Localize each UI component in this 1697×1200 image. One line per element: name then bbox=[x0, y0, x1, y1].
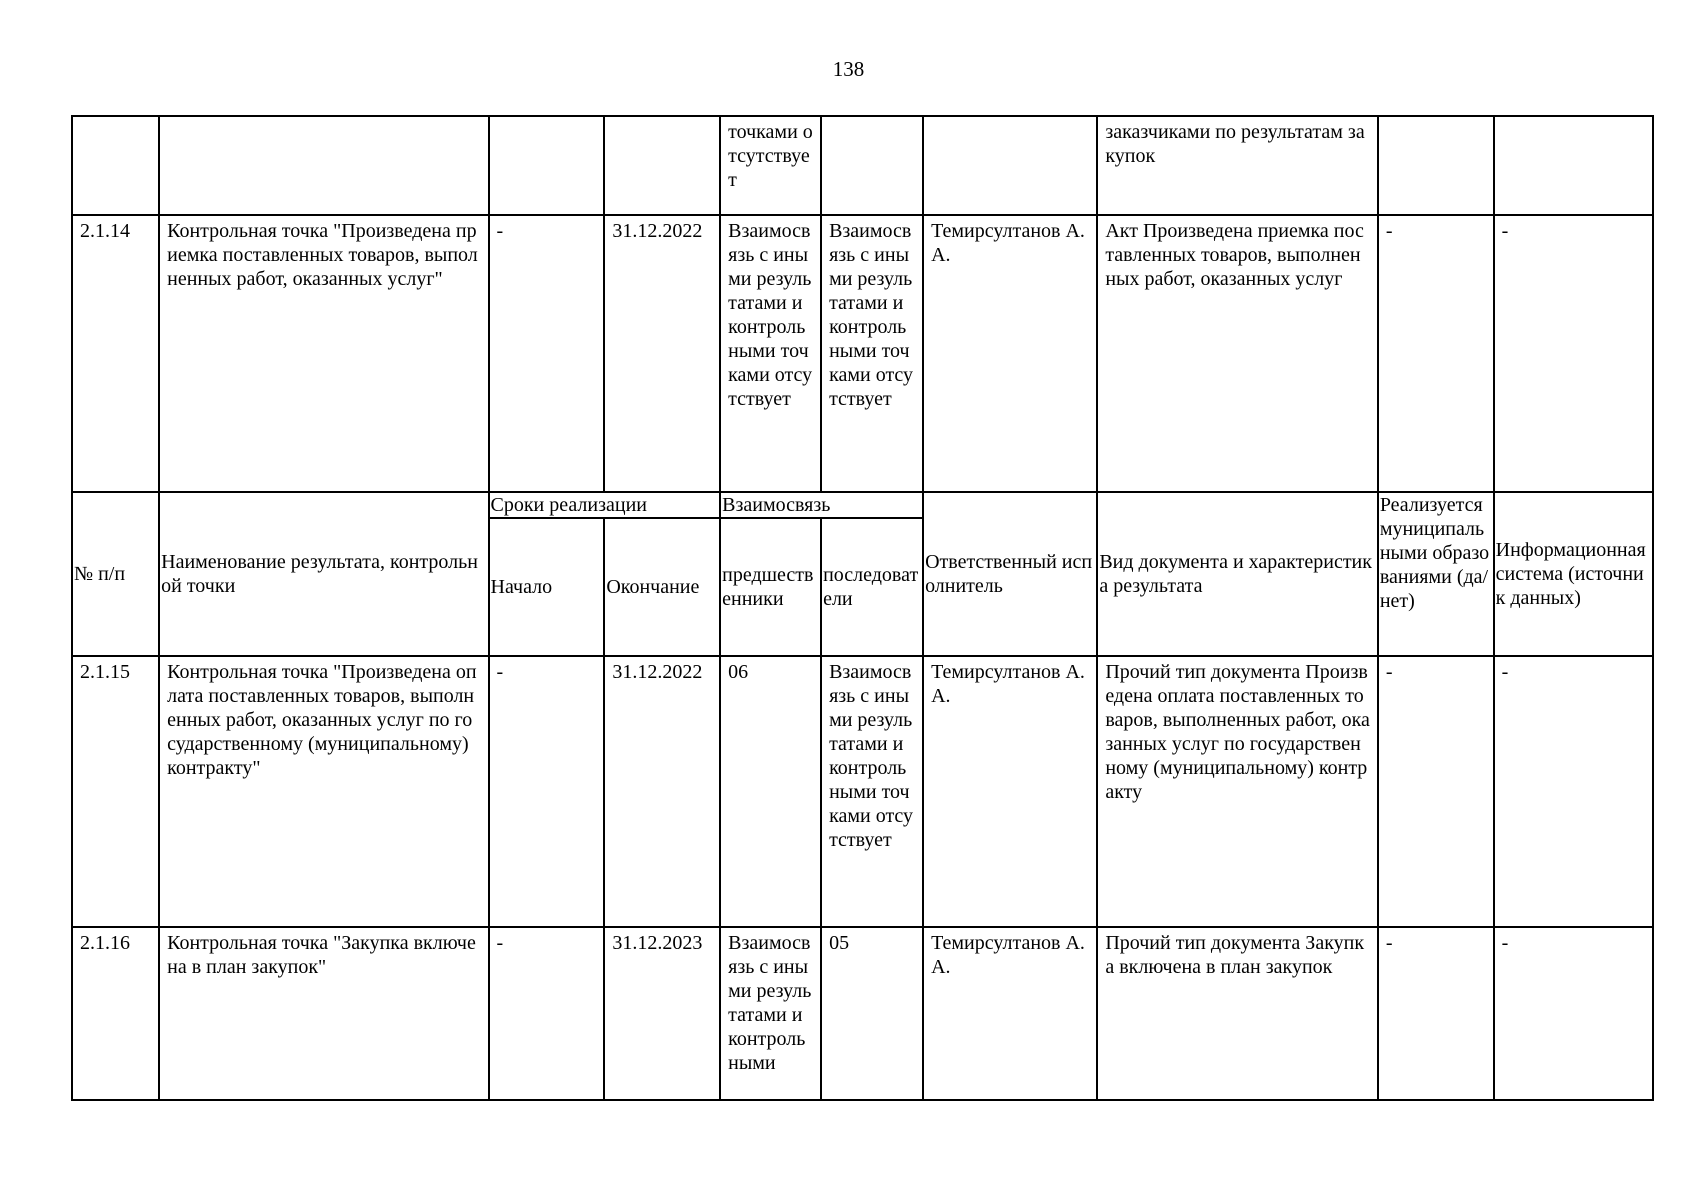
header-muni: Реализуется муниципальными образованиями (да/нет) bbox=[1378, 492, 1494, 656]
cell-start: - bbox=[489, 927, 605, 1100]
table-header bbox=[72, 492, 1653, 656]
cell-start: - bbox=[489, 656, 605, 927]
cell-num: 2.1.15 bbox=[72, 656, 159, 927]
cell-succ: 05 bbox=[821, 927, 923, 1100]
cell-name: Контрольная точка "Произведена оплата поставленных товаров, выполненных работ, оказанных услуг по государственному (муниципальному) контракту" bbox=[159, 656, 488, 927]
table-row bbox=[72, 656, 1653, 927]
cell-succ bbox=[821, 116, 923, 215]
header-link: Взаимосвязь bbox=[720, 492, 923, 518]
cell-end: 31.12.2022 bbox=[604, 656, 720, 927]
cell-muni: - bbox=[1378, 656, 1494, 927]
cell-pred: 06 bbox=[720, 656, 821, 927]
table-row bbox=[72, 215, 1653, 492]
header-terms: Сроки реализации bbox=[489, 492, 721, 518]
header-num: № п/п bbox=[72, 492, 159, 656]
cell-start: - bbox=[489, 215, 605, 492]
table-row bbox=[72, 927, 1653, 1100]
cell-info bbox=[1494, 116, 1653, 215]
cell-info: - bbox=[1494, 215, 1653, 492]
header-info: Информационная система (источник данных) bbox=[1494, 492, 1653, 656]
cell-resp: Темирсултанов А.А. bbox=[923, 927, 1097, 1100]
header-resp: Ответственный исполнитель bbox=[923, 492, 1097, 656]
header-doc: Вид документа и характеристика результата bbox=[1097, 492, 1378, 656]
cell-name bbox=[159, 116, 488, 215]
cell-succ: Взаимосвязь с иными результатами и контрольными точками отсутствует bbox=[821, 656, 923, 927]
cell-pred: Взаимосвязь с иными результатами и контрольными bbox=[720, 927, 821, 1100]
cell-info: - bbox=[1494, 927, 1653, 1100]
cell-num: 2.1.14 bbox=[72, 215, 159, 492]
cell-succ: Взаимосвязь с иными результатами и контрольными точками отсутствует bbox=[821, 215, 923, 492]
cell-pred: точками отсутствует bbox=[720, 116, 821, 215]
cell-num: 2.1.16 bbox=[72, 927, 159, 1100]
cell-doc: Акт Произведена приемка поставленных товаров, выполненных работ, оказанных услуг bbox=[1097, 215, 1378, 492]
cell-name: Контрольная точка "Произведена приемка поставленных товаров, выполненных работ, оказанных услуг" bbox=[159, 215, 488, 492]
cell-num bbox=[72, 116, 159, 215]
page-number: 138 bbox=[832, 57, 865, 81]
cell-doc: Прочий тип документа Закупка включена в план закупок bbox=[1097, 927, 1378, 1100]
cell-muni: - bbox=[1378, 215, 1494, 492]
header-succ: последователи bbox=[821, 518, 923, 656]
rows-before bbox=[72, 116, 1653, 492]
cell-end: 31.12.2023 bbox=[604, 927, 720, 1100]
cell-resp bbox=[923, 116, 1097, 215]
rows-after bbox=[72, 656, 1653, 1100]
cell-muni: - bbox=[1378, 927, 1494, 1100]
cell-info: - bbox=[1494, 656, 1653, 927]
cell-muni bbox=[1378, 116, 1494, 215]
header-name: Наименование результата, контрольной точки bbox=[159, 492, 488, 656]
cell-doc: Прочий тип документа Произведена оплата поставленных товаров, выполненных работ, оказанных услуг по государственному (муниципальному) контракту bbox=[1097, 656, 1378, 927]
header-pred: предшественники bbox=[720, 518, 821, 656]
cell-end bbox=[604, 116, 720, 215]
cell-pred: Взаимосвязь с иными результатами и контрольными точками отсутствует bbox=[720, 215, 821, 492]
cell-end: 31.12.2022 bbox=[604, 215, 720, 492]
cell-start bbox=[489, 116, 605, 215]
cell-doc: заказчиками по результатам закупок bbox=[1097, 116, 1378, 215]
cell-resp: Темирсултанов А.А. bbox=[923, 656, 1097, 927]
header-start: Начало bbox=[489, 518, 605, 656]
plan-table bbox=[71, 115, 1654, 1101]
cell-name: Контрольная точка "Закупка включена в план закупок" bbox=[159, 927, 488, 1100]
table-row bbox=[72, 116, 1653, 215]
cell-resp: Темирсултанов А.А. bbox=[923, 215, 1097, 492]
header-end: Окончание bbox=[604, 518, 720, 656]
